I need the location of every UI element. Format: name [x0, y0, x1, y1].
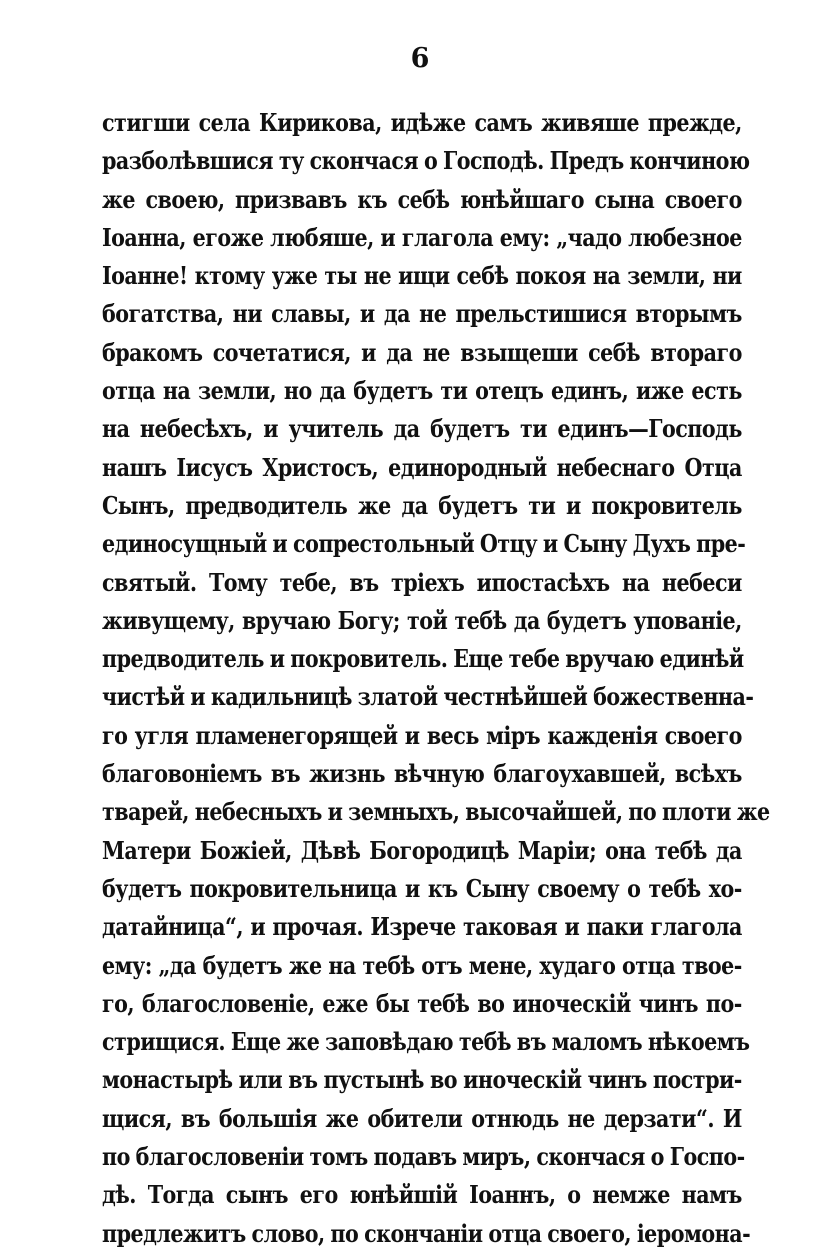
text-line: щися, въ большія же обители отнюдь не дерзати“. И: [102, 1103, 742, 1133]
text-line: нашъ Іисусъ Христосъ, единородный небеснаго Отца: [102, 452, 742, 482]
text-line: Іоанна, егоже любяше, и глагола ему: „чадо любезное: [102, 222, 742, 252]
text-line: Матери Божіей, Дѣвѣ Богородицѣ Маріи; она тебѣ да: [102, 835, 742, 865]
text-line: живущему, вручаю Богу; той тебѣ да будетъ упованіе,: [102, 605, 742, 635]
text-line: на небесѣхъ, и учитель да будетъ ти единъ—Господь: [102, 414, 742, 444]
text-line: монастырѣ или въ пустынѣ во иноческій чинъ постри-: [102, 1065, 742, 1095]
text-line: ему: „да будетъ же на тебѣ отъ мене, худаго отца твое-: [102, 950, 742, 980]
text-line: святый. Тому тебе, въ тріехъ ипостасѣхъ на небеси: [102, 567, 742, 597]
text-line: датайница“, и прочая. Изрече таковая и паки глагола: [102, 912, 742, 942]
text-line: же своею, призвавъ къ себѣ юнѣйшаго сына своего: [102, 184, 742, 214]
text-line: отца на земли, но да будетъ ти отецъ единъ, иже есть: [102, 376, 742, 406]
text-line: дѣ. Тогда сынъ его юнѣйшій Іоаннъ, о немже намъ: [102, 1180, 742, 1210]
text-line: стрищися. Еще же заповѣдаю тебѣ въ маломъ нѣкоемъ: [102, 1027, 750, 1057]
text-line: разболѣвшися ту скончася о Господѣ. Предъ кончиною: [102, 146, 750, 176]
text-line: стигши села Кирикова, идѣже самъ живяше прежде,: [102, 108, 742, 137]
text-line: предлежитъ слово, по скончаніи отца своего, іеромона-: [102, 1218, 751, 1248]
text-line: го, благословеніе, еже бы тебѣ во иноческій чинъ по-: [102, 988, 742, 1018]
text-line: по благословеніи томъ подавъ миръ, скончася о Госпо-: [102, 1142, 745, 1172]
body-text: [102, 104, 770, 1253]
text-line: единосущный и сопрестольный Отцу и Сыну Духъ пре-: [102, 529, 746, 559]
text-line: благовоніемъ въ жизнь вѣчную благоухавшей, всѣхъ: [102, 759, 742, 789]
text-line: бракомъ сочетатися, и да не взыщеши себѣ втораго: [102, 337, 742, 367]
text-line: богатства, ни славы, и да не прельстишися вторымъ: [102, 299, 742, 329]
text-line: будетъ покровительница и къ Сыну своему о тебѣ хо-: [102, 873, 742, 903]
text-line: тварей, небесныхъ и земныхъ, высочайшей, по плоти же: [102, 797, 770, 827]
text-line: Іоанне! ктому уже ты не ищи себѣ покоя на земли, ни: [102, 261, 742, 291]
text-line: чистѣй и кадильницѣ златой честнѣйшей божественна-: [102, 682, 754, 712]
page-number: 6: [410, 43, 430, 74]
text-line: предводитель и покровитель. Еще тебе вручаю единѣй: [102, 644, 744, 674]
text-line: го угля пламенегорящей и весь міръ кажденія своего: [102, 720, 742, 750]
text-line: Сынъ, предводитель же да будетъ ти и покровитель: [102, 490, 742, 520]
